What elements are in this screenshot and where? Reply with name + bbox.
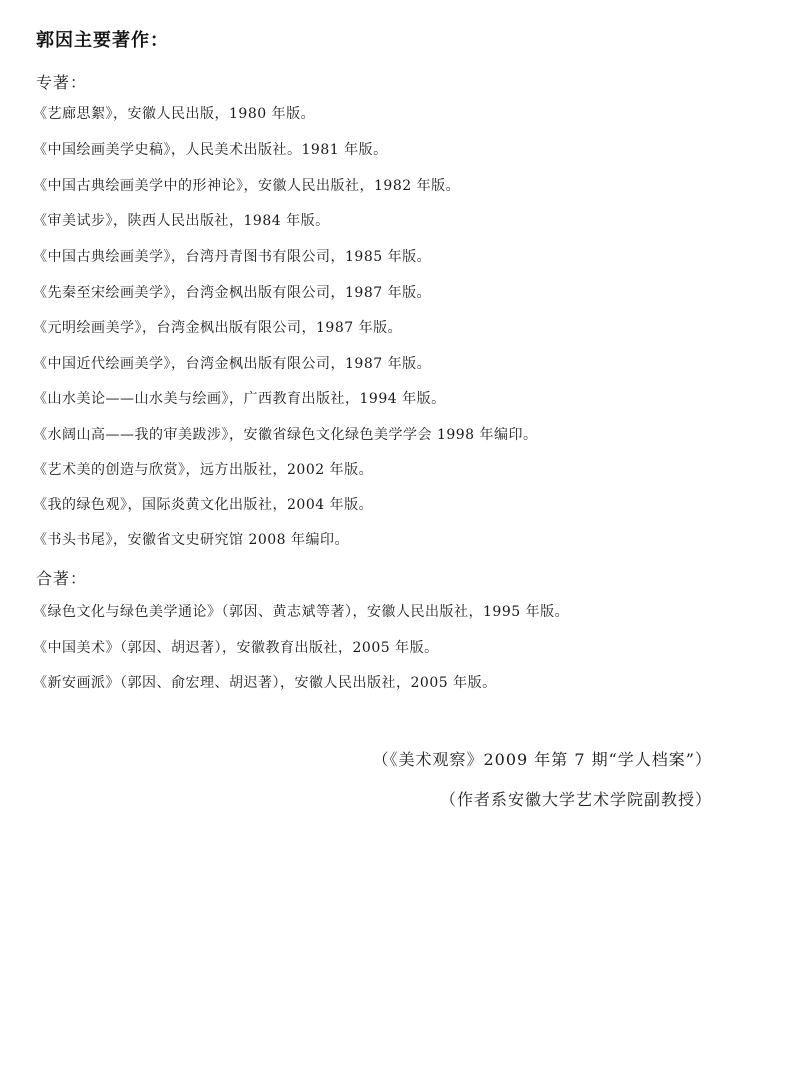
coauthored-label: 合著： bbox=[36, 569, 88, 588]
monograph-entry: 《我的绿色观》，国际炎黄文化出版社，2004 年版。 bbox=[33, 497, 374, 513]
monographs-label: 专著： bbox=[36, 73, 88, 92]
monograph-entry: 《艺术美的创造与欣赏》，远方出版社，2002 年版。 bbox=[33, 462, 374, 478]
main-heading: 郭因主要著作： bbox=[36, 30, 169, 51]
monograph-entry: 《艺廊思絮》，安徽人民出版，1980 年版。 bbox=[33, 106, 316, 122]
monograph-entry: 《中国古典绘画美学中的形神论》，安徽人民出版社，1982 年版。 bbox=[33, 178, 461, 194]
monograph-entry: 《中国古典绘画美学》，台湾丹青图书有限公司，1985 年版。 bbox=[33, 249, 432, 265]
monograph-entry: 《审美试步》，陕西人民出版社，1984 年版。 bbox=[33, 213, 330, 229]
author-affiliation: （作者系安徽大学艺术学院副教授） bbox=[439, 790, 712, 809]
source-citation: （《美术观察》2009 年第 7 期“学人档案”） bbox=[372, 750, 712, 769]
coauthored-entry: 《中国美术》（郭因、胡迟著），安徽教育出版社，2005 年版。 bbox=[33, 640, 439, 656]
monograph-entry: 《书头书尾》，安徽省文史研究馆 2008 年编印。 bbox=[33, 532, 350, 548]
monograph-entry: 《中国近代绘画美学》，台湾金枫出版有限公司，1987 年版。 bbox=[33, 356, 432, 372]
monograph-entry: 《中国绘画美学史稿》，人民美术出版社。1981 年版。 bbox=[33, 142, 388, 158]
monograph-entry: 《山水美论——山水美与绘画》，广西教育出版社，1994 年版。 bbox=[33, 391, 446, 407]
monograph-entry: 《元明绘画美学》，台湾金枫出版有限公司，1987 年版。 bbox=[33, 320, 403, 336]
coauthored-entry: 《绿色文化与绿色美学通论》（郭因、黄志斌等著），安徽人民出版社，1995 年版。 bbox=[33, 604, 570, 620]
monograph-entry: 《先秦至宋绘画美学》，台湾金枫出版有限公司，1987 年版。 bbox=[33, 285, 432, 301]
monograph-entry: 《水阔山高——我的审美跋涉》，安徽省绿色文化绿色美学学会 1998 年编印。 bbox=[33, 427, 538, 443]
coauthored-entry: 《新安画派》（郭因、俞宏理、胡迟著），安徽人民出版社，2005 年版。 bbox=[33, 675, 497, 691]
